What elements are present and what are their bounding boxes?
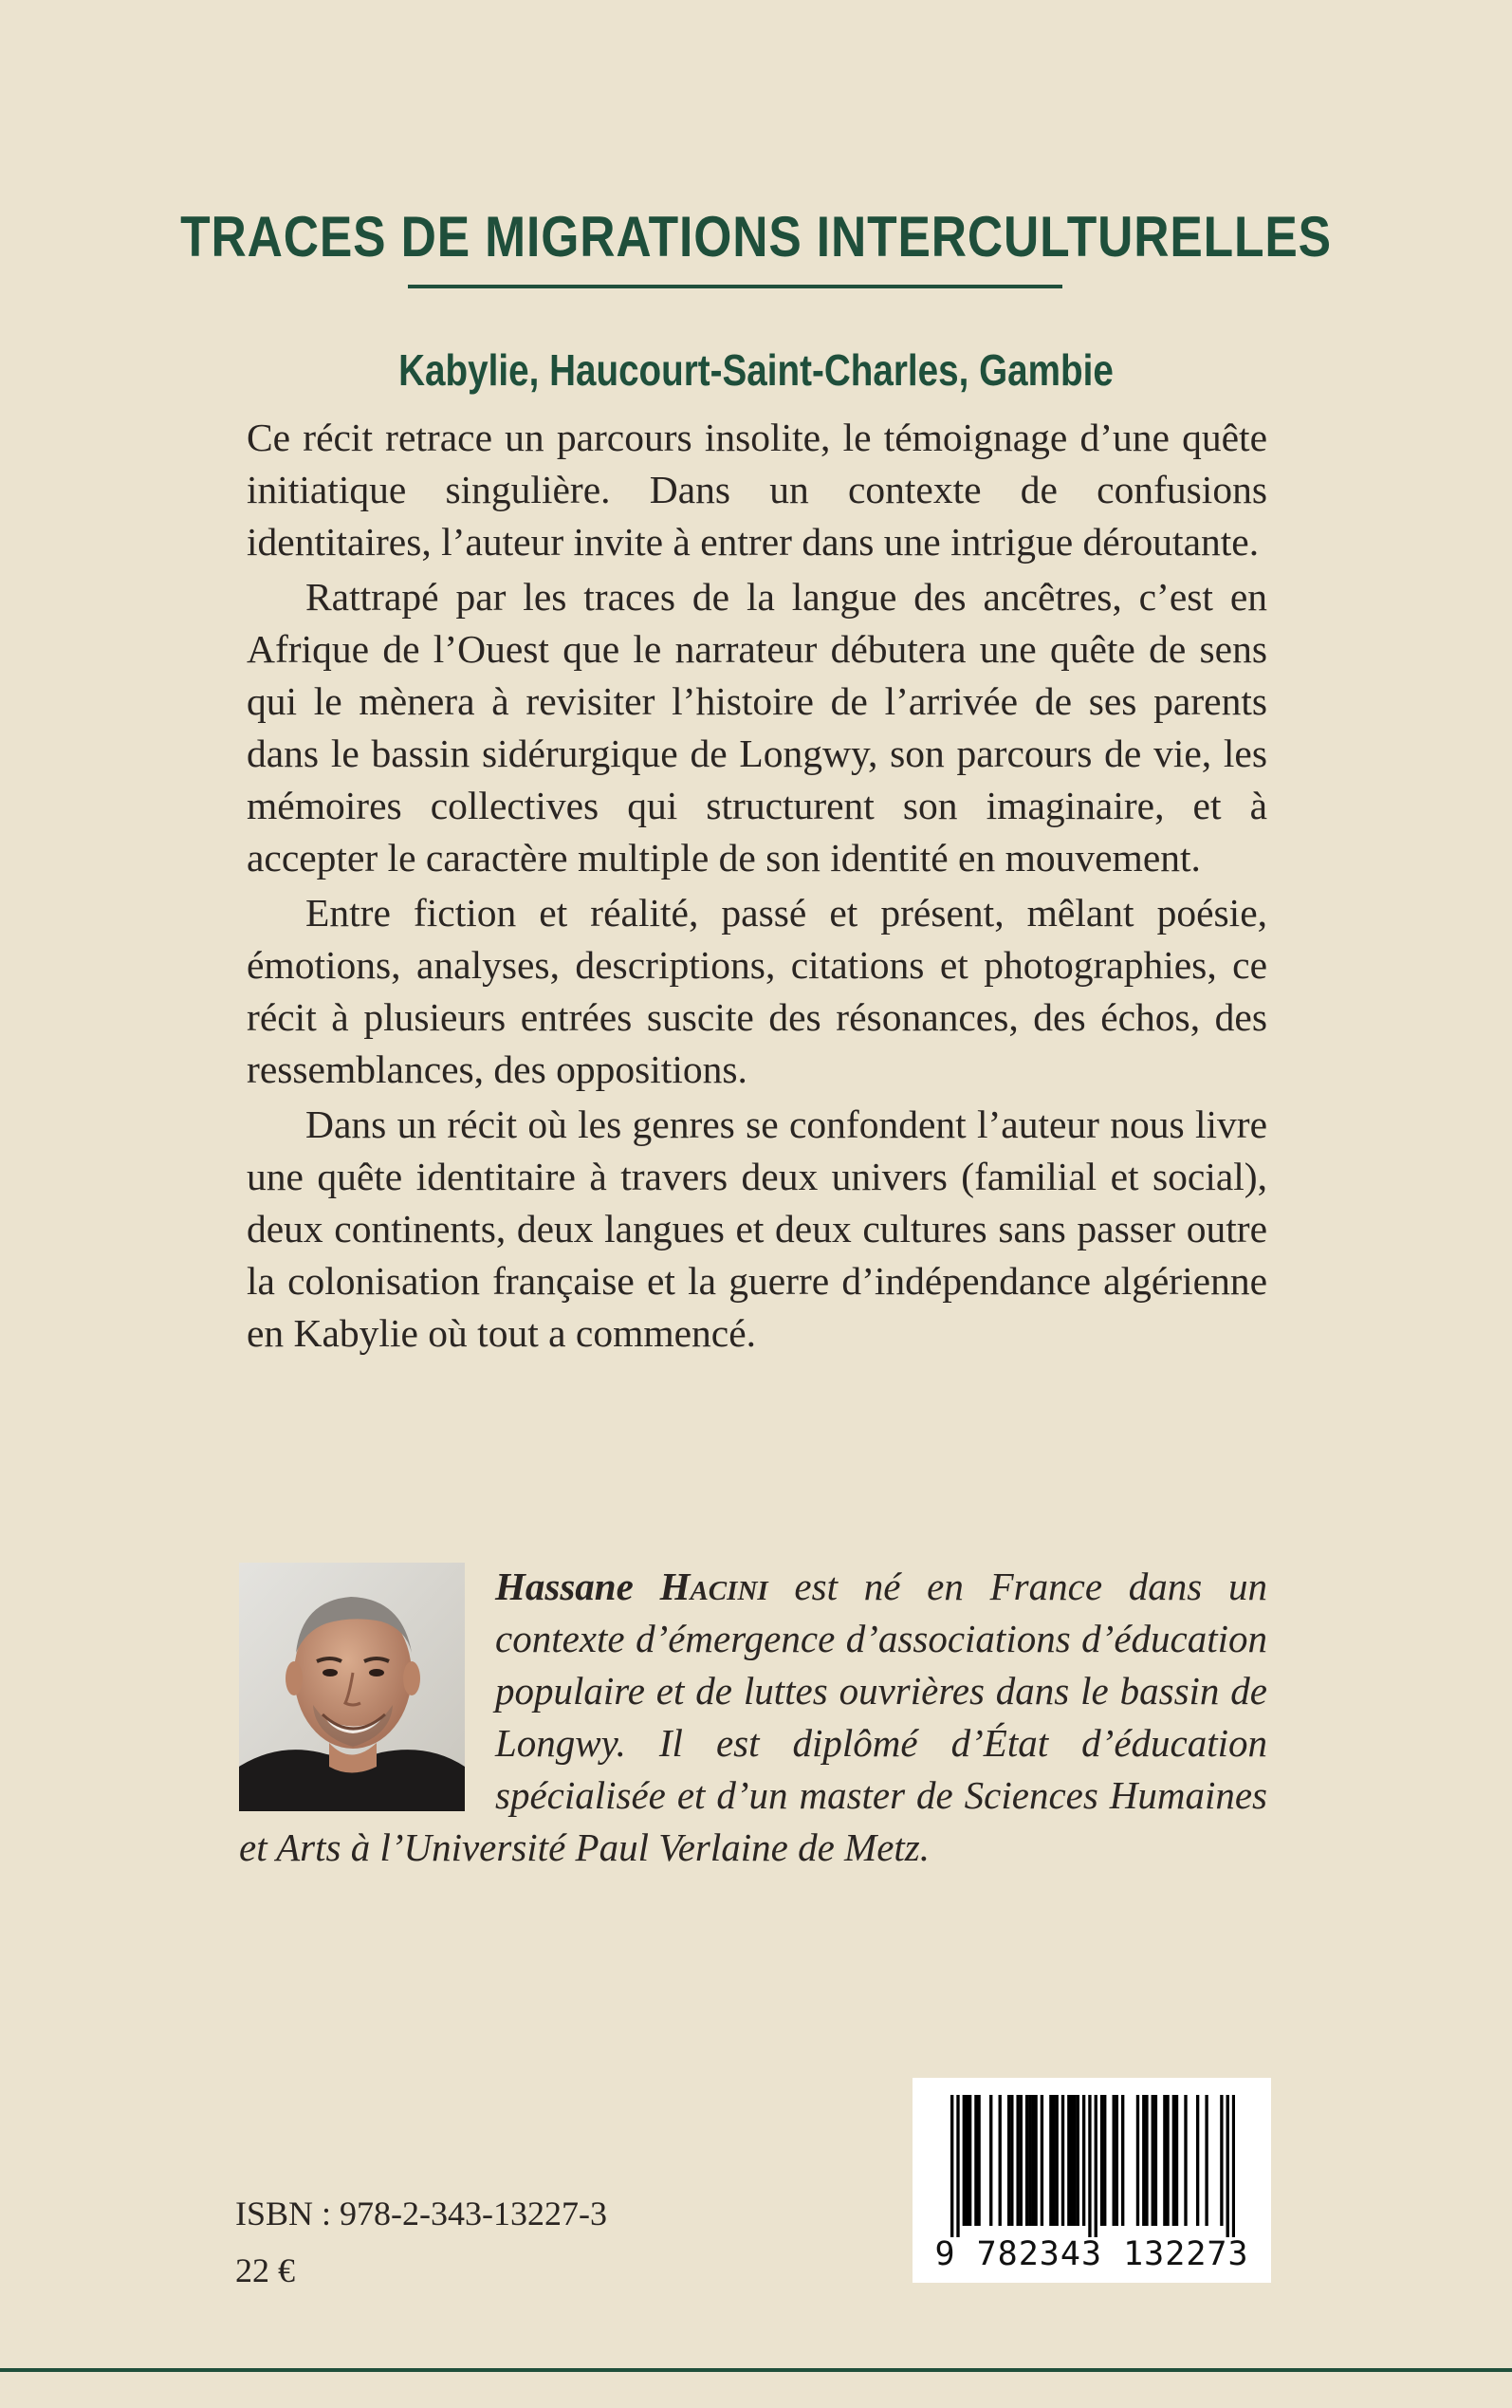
barcode-bar (1031, 2095, 1034, 2226)
barcode-bar (1061, 2095, 1064, 2226)
barcode-bar (1152, 2095, 1154, 2226)
barcode-bar (1172, 2095, 1175, 2226)
barcode-bar (1082, 2095, 1085, 2226)
barcode-bar (989, 2095, 992, 2226)
barcode (913, 2078, 1271, 2283)
barcode-bar (950, 2095, 953, 2237)
barcode-bar (1041, 2095, 1043, 2226)
barcode-bar (1113, 2095, 1116, 2226)
barcode-bar (1226, 2095, 1229, 2237)
barcode-bar (1073, 2095, 1076, 2226)
author-first-name: Hassane (495, 1565, 634, 1608)
barcode-bar (1100, 2095, 1103, 2226)
barcode-bar (1121, 2095, 1124, 2226)
barcode-bar (1136, 2095, 1139, 2226)
price: 22 € (235, 2251, 295, 2289)
barcode-bar (1166, 2095, 1169, 2226)
author-bio (239, 1561, 1267, 1874)
barcode-bar (1034, 2095, 1037, 2226)
summary-paragraph-2: Rattrapé par les traces de la langue des ancêtres, c’est en Afrique de l’Ouest que le narrateur débutera une quête de sens qui le mènera à revisiter l’histoire de l’arrivée de ses parents dans le bassin sidérurgique de Longwy, son parcours de vie, les mémoires collectives qui structurent son imaginaire, et à accepter le caractère multiple de son identité en mouvement. (247, 575, 1267, 880)
barcode-bar (1028, 2095, 1031, 2226)
book-title: TRACES DE MIGRATIONS INTERCULTURELLES (180, 205, 1332, 269)
barcode-bar (1007, 2095, 1010, 2226)
bottom-divider (0, 2368, 1512, 2372)
barcode-bar (1049, 2095, 1052, 2226)
barcode-bar (1220, 2095, 1223, 2226)
summary-paragraph-4: Dans un récit où les genres se confondent l’auteur nous livre une quête identitaire à travers deux univers (familial et social), deux continents, deux langues et deux cultures sans passer outre la colonisation française et la guerre d’indépendance algérienne en Kabylie où tout a commencé. (247, 1102, 1267, 1355)
barcode-bar (1052, 2095, 1055, 2226)
barcode-bar (1025, 2095, 1028, 2226)
summary-text (247, 412, 1267, 1362)
barcode-bar (963, 2095, 966, 2226)
barcode-bar (1205, 2095, 1208, 2226)
isbn: ISBN : 978-2-343-13227-3 (235, 2195, 607, 2232)
barcode-bar (1142, 2095, 1145, 2226)
barcode-bar (1067, 2095, 1070, 2226)
barcode-bar (1163, 2095, 1166, 2226)
summary-paragraph-1: Ce récit retrace un parcours insolite, le témoignage d’une quête initiatique singulière. Dans un contexte de confusions identitaires, l’auteur invite à entrer dans une intrigue déroutante. (247, 416, 1267, 564)
barcode-bar (999, 2095, 1002, 2226)
summary-paragraph-3: Entre fiction et réalité, passé et présent, mêlant poésie, émotions, analyses, descriptions, citations et photographies, ce récit à plusieurs entrées suscite des résonances, des échos, des ressemblances, des oppositions. (247, 891, 1267, 1091)
barcode-bar (1154, 2095, 1157, 2226)
author-bio-text: est né en France dans un contexte d’émergence d’associations d’éducation populaire et de luttes ouvrières dans le bassin de Longwy. Il est diplômé d’État d’éducation spécialisée et d’un master de Sciences Humaines et Arts à l’Université Paul Verlaine de Metz. (239, 1565, 1268, 1869)
barcode-bar (1010, 2095, 1013, 2226)
barcode-bar (974, 2095, 977, 2226)
barcode-bar (1196, 2095, 1199, 2226)
barcode-bar (1175, 2095, 1178, 2226)
book-subtitle: Kabylie, Haucourt-Saint-Charles, Gambie (398, 345, 1114, 396)
barcode-bar (1077, 2095, 1079, 2226)
barcode-bar (1095, 2095, 1097, 2237)
barcode-bar (977, 2095, 980, 2226)
barcode-icon (950, 2095, 1235, 2237)
author-last-name: Hacini (659, 1565, 768, 1608)
barcode-bar (966, 2095, 968, 2226)
barcode-bar (1184, 2095, 1187, 2226)
barcode-bar (1116, 2095, 1118, 2226)
barcode-bar (1070, 2095, 1073, 2226)
barcode-bar (1088, 2095, 1091, 2237)
barcode-bar (1020, 2095, 1023, 2226)
barcode-bar (1103, 2095, 1106, 2226)
barcode-bar (956, 2095, 959, 2237)
barcode-bar (1145, 2095, 1148, 2226)
barcode-bar (1232, 2095, 1235, 2237)
title-divider (408, 285, 1062, 288)
barcode-bar (1056, 2095, 1059, 2226)
barcode-bar (1016, 2095, 1019, 2226)
author-photo (239, 1563, 465, 1811)
barcode-bar (968, 2095, 971, 2226)
barcode-number: 9 782343 132273 (934, 2235, 1249, 2273)
